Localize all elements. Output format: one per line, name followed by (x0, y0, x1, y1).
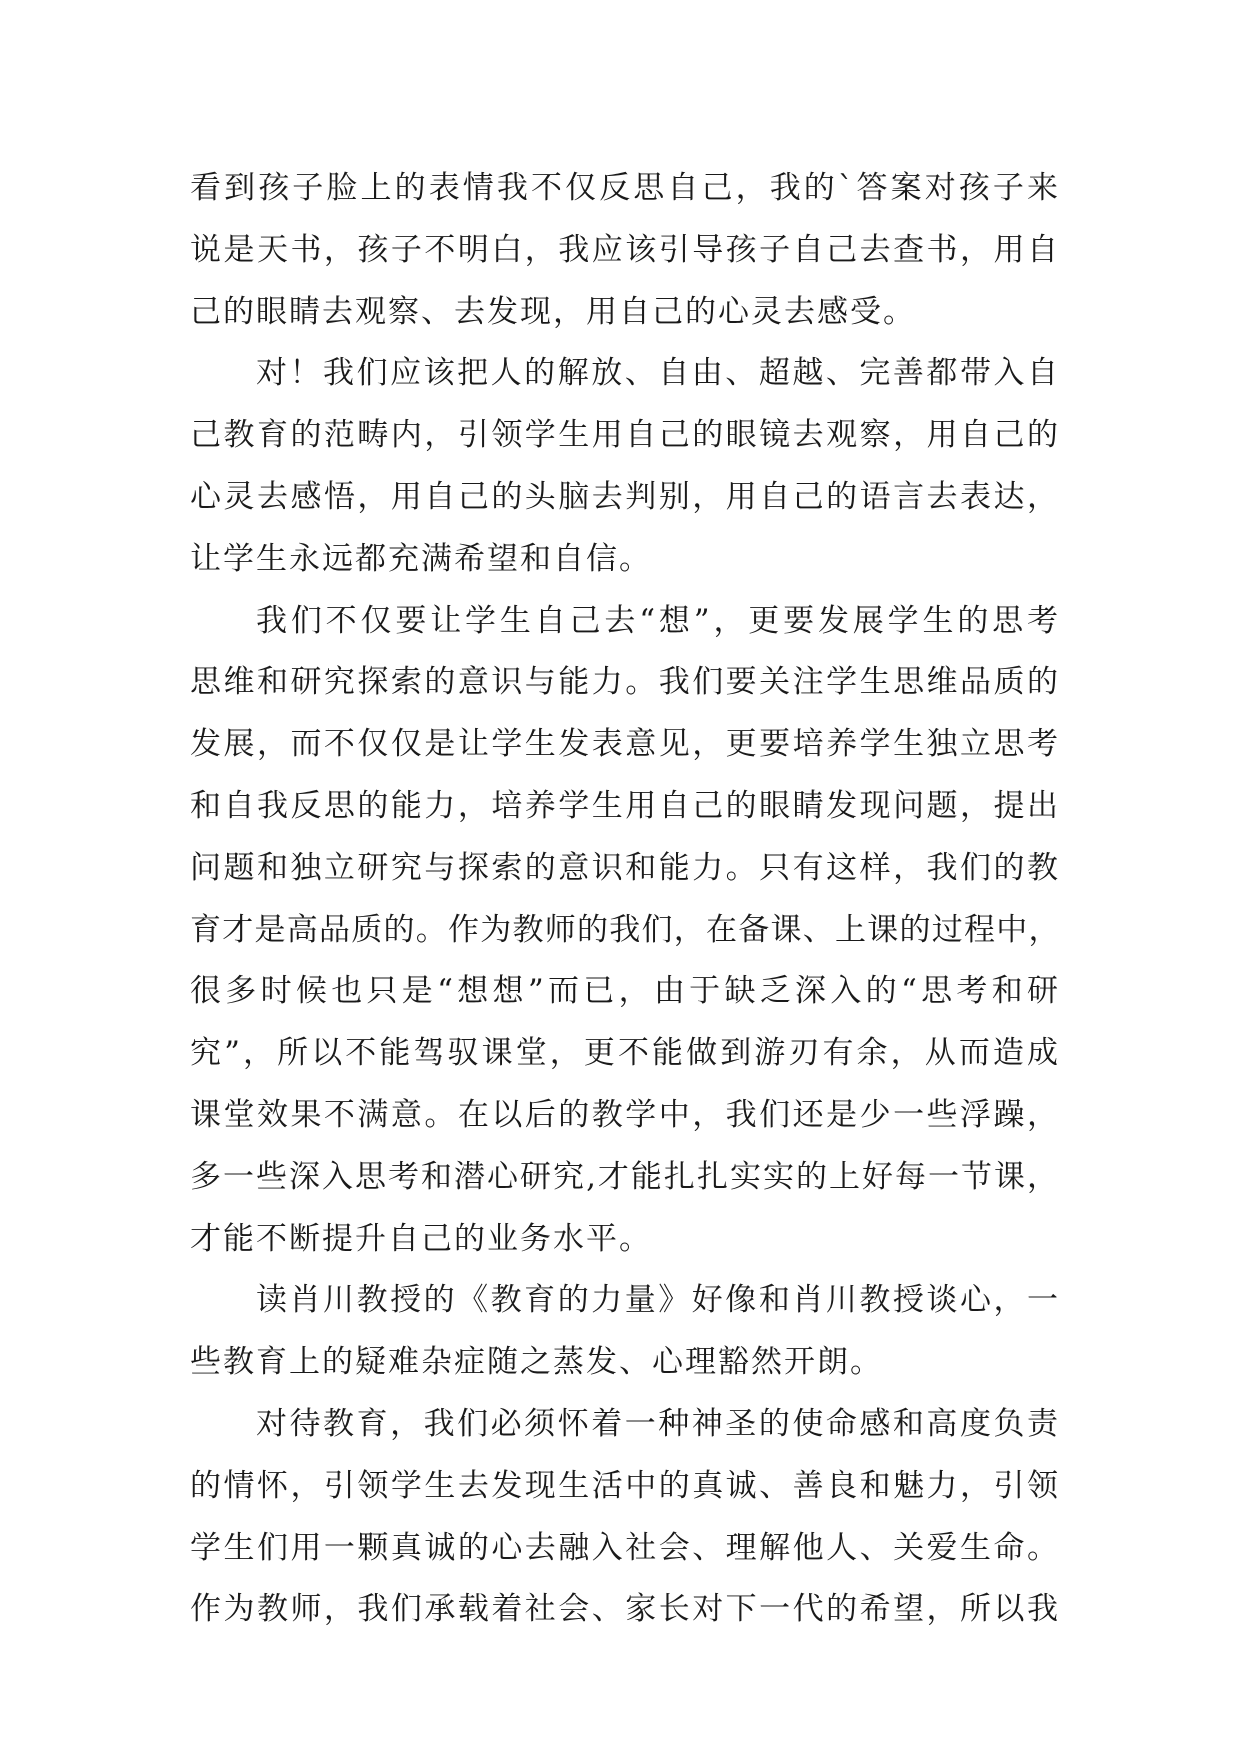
text-line: 读肖川教授的《教育的力量》好像和肖川教授谈心，一 (256, 1282, 1060, 1319)
text-line: 让学生永远都充满希望和自信。 (190, 540, 652, 577)
text-line: 己教育的范畴内，引领学生用自己的眼镜去观察，用自己的 (190, 417, 1060, 454)
text-line: 说是天书，孩子不明白，我应该引导孩子自己去查书，用自 (190, 231, 1060, 268)
text-line: 多一些深入思考和潜心研究,才能扎扎实实的上好每一节课， (190, 1158, 1060, 1195)
text-line: 己的眼睛去观察、去发现，用自己的心灵去感受。 (190, 293, 916, 330)
text-line: 问题和独立研究与探索的意识和能力。只有这样，我们的教 (190, 849, 1060, 886)
text-line: 究”，所以不能驾驭课堂，更不能做到游刃有余，从而造成 (190, 1035, 1060, 1072)
text-line: 育才是高品质的。作为教师的我们，在备课、上课的过程中， (190, 911, 1061, 948)
text-line: 对待教育，我们必须怀着一种神圣的使命感和高度负责 (256, 1405, 1060, 1442)
text-line: 些教育上的疑难杂症随之蒸发、心理豁然开朗。 (190, 1344, 883, 1381)
text-line: 心灵去感悟，用自己的头脑去判别，用自己的语言去表达， (190, 478, 1060, 515)
text-line: 学生们用一颗真诚的心去融入社会、理解他人、关爱生命。 (190, 1529, 1060, 1566)
body-text (190, 158, 1060, 1641)
text-line: 才能不断提升自己的业务水平。 (190, 1220, 652, 1257)
text-line: 的情怀，引领学生去发现生活中的真诚、善良和魅力，引领 (190, 1467, 1060, 1504)
text-line: 作为教师，我们承载着社会、家长对下一代的希望，所以我 (190, 1591, 1060, 1628)
text-line: 发展，而不仅仅是让学生发表意见，更要培养学生独立思考 (190, 726, 1060, 763)
text-line: 我们不仅要让学生自己去“想”，更要发展学生的思考 (256, 602, 1060, 639)
text-line: 和自我反思的能力，培养学生用自己的眼睛发现问题，提出 (190, 787, 1060, 824)
text-line: 对！我们应该把人的解放、自由、超越、完善都带入自 (256, 355, 1060, 392)
text-line: 课堂效果不满意。在以后的教学中，我们还是少一些浮躁， (190, 1096, 1060, 1133)
text-line: 看到孩子脸上的表情我不仅反思自己，我的`答案对孩子来 (190, 170, 1060, 206)
text-line: 很多时候也只是“想想”而已，由于缺乏深入的“思考和研 (190, 973, 1060, 1010)
text-line: 思维和研究探索的意识与能力。我们要关注学生思维品质的 (190, 664, 1060, 701)
